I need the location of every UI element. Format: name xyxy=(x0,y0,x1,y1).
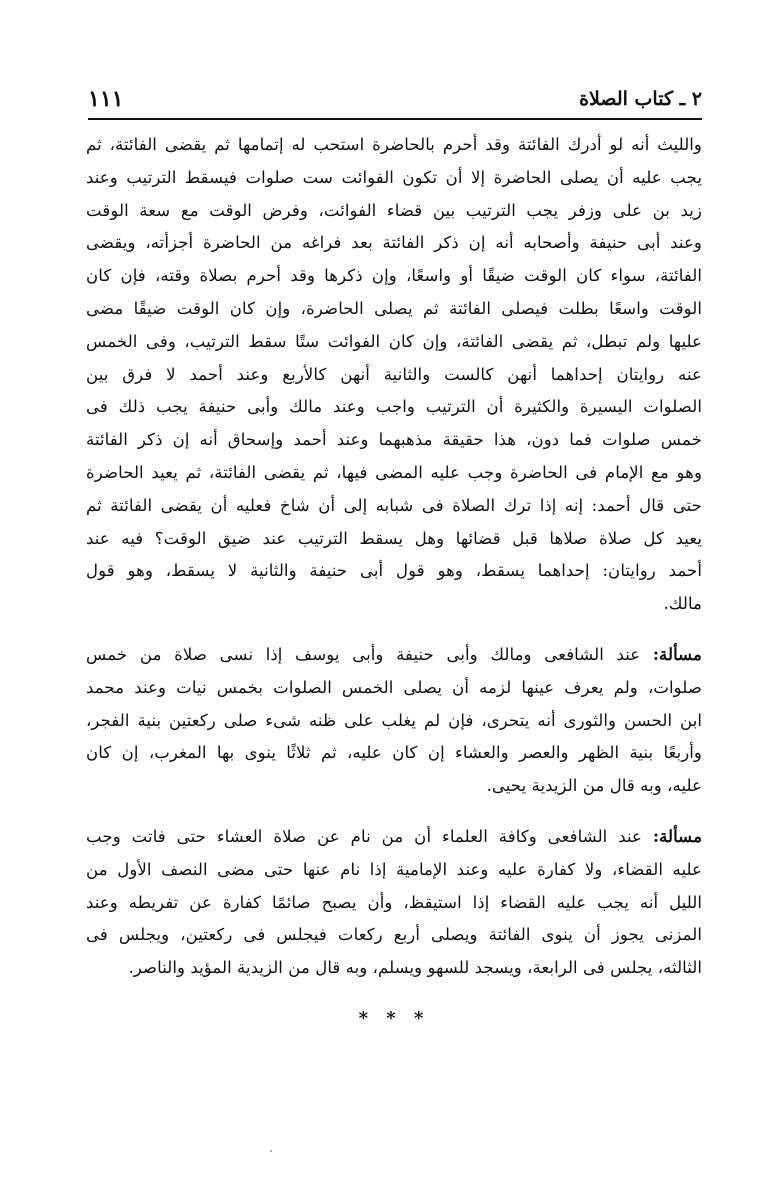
text-line: عند الشافعى ومالك وأبى حنيفة وأبى يوسف إذا نسى صلاة من خمس xyxy=(86,643,641,664)
text-line: عند الشافعى وكافة العلماء أن من نام عن صلاة العشاء حتى فاتت وجب xyxy=(86,825,642,846)
text-line: عليه القضاء، ولا كفارة عليه وعند الإمامية إذا نام عنها حتى مضى النصف الأول من xyxy=(86,858,702,879)
text-line: الثالثه، يجلس فى الرابعة، ويسجد للسهو ويسلم، وبه قال من الزيدية المؤيد والناصر. xyxy=(128,957,702,978)
section-separator: * * * xyxy=(358,1007,430,1029)
issue-heading: مسألة: xyxy=(652,643,702,664)
paragraph-1 xyxy=(86,128,702,620)
text-line: عليها ولم تبطل، ثم يقضى الفائتة، وإن كان الفوائت ستًا سقط الترتيب، وفى الخمس xyxy=(86,330,702,351)
page-header xyxy=(88,84,702,120)
text-line: الصلوات اليسيرة والكثيرة أن الترتيب واجب وعند مالك وأبى حنيفة يجب ذلك فى xyxy=(86,396,702,417)
paragraph-3 xyxy=(86,820,702,984)
text-line: وعند أبى حنيفة وأصحابه أنه إن ذكر الفائتة بعد فراغه من الحاضرة أجزأته، ويقضى xyxy=(86,232,702,253)
issue-heading: مسألة: xyxy=(652,825,702,846)
page-body xyxy=(86,128,702,1036)
text-line: عنه روايتان إحداهما أنهن كالست والثانية أنهن كالأربع وعند أحمد لا فرق بين xyxy=(86,363,702,384)
paragraph-2 xyxy=(86,638,702,802)
text-line-first xyxy=(86,638,702,671)
text-line: المزنى يجوز أن ينوى الفائتة ويصلى أربع ركعات فيجلس فى ركعتين، ويجلس فى xyxy=(86,924,702,945)
text-line: والليث أنه لو أدرك الفائتة وقد أحرم بالحاضرة استحب له إتمامها ثم يقضى الفائتة، ثم xyxy=(86,134,702,154)
text-line-first xyxy=(86,820,702,853)
text-line: الوقت واسعًا بطلت فيصلى الفائتة ثم يصلى الحاضرة، وإن كان الوقت ضيقًا مضى xyxy=(86,297,702,318)
text-line: مالك. xyxy=(663,593,702,614)
text-line: وأربعًا بنية الظهر والعصر والعشاء إن كان عليه، ثم ثلاثًا ينوى بها المغرب، إن كان xyxy=(86,742,702,763)
text-line: الفائتة، سواء كان الوقت ضيقًا أو واسعًا، وإن ذكرها وقد أحرم بصلاة وقته، فإن كان xyxy=(86,265,702,286)
paragraph-gap xyxy=(86,620,702,638)
paragraph-gap xyxy=(86,984,702,1002)
text-line: يعيد كل صلاة صلاها قبل قضائها وهل يسقط الترتيب عند ضيق الوقت؟ فيه عند xyxy=(86,527,702,548)
text-line: ابن الحسن والثورى أنه يتحرى، فإن لم يغلب على ظنه شىء صلى ركعتين بنية الفجر، xyxy=(86,709,702,730)
text-line: حتى قال أحمد: إنه إذا ترك الصلاة فى شبابه إلى أن شاخ فعليه أن يقضى الفائتة ثم xyxy=(86,494,702,515)
text-line: عليه، وبه قال من الزيدية يحيى. xyxy=(486,775,702,796)
paragraph-gap xyxy=(86,802,702,820)
text-line: وهو مع الإمام فى الحاضرة وجب عليه المضى فيها، ثم يقضى الفائتة، ثم يعيد الحاضرة xyxy=(86,461,702,482)
chapter-title: ٢ ـ كتاب الصلاة xyxy=(579,88,702,110)
text-line: يجب عليه أن يصلى الحاضرة إلا أن تكون الفوائت ست صلوات فيسقط الترتيب وعند xyxy=(86,166,702,187)
text-line: صلوات، ولم يعرف عينها لزمه أن يصلى الخمس الصلوات بخمس نيات وعند محمد xyxy=(86,676,702,697)
text-line: أحمد روايتان: إحداهما يسقط، وهو قول أبى حنيفة والثانية لا يسقط، وهو قول xyxy=(86,560,702,581)
text-line: الليل أنه يجب عليه القضاء إذا استيقظ، وأن يصبح صائمًا كفارة عن تفريطه وعند xyxy=(86,891,702,912)
scan-speck xyxy=(270,1150,272,1152)
page-number: ١١١ xyxy=(88,86,124,112)
text-line: خمس صلوات فما دون، هذا حقيقة مذهبهما وعند أحمد وإسحاق أنه إن ذكر الفائتة xyxy=(86,429,702,450)
text-line: زيد بن على وزفر يجب الترتيب بين قضاء الفوائت، وفرض الوقت مع سعة الوقت xyxy=(86,199,702,220)
